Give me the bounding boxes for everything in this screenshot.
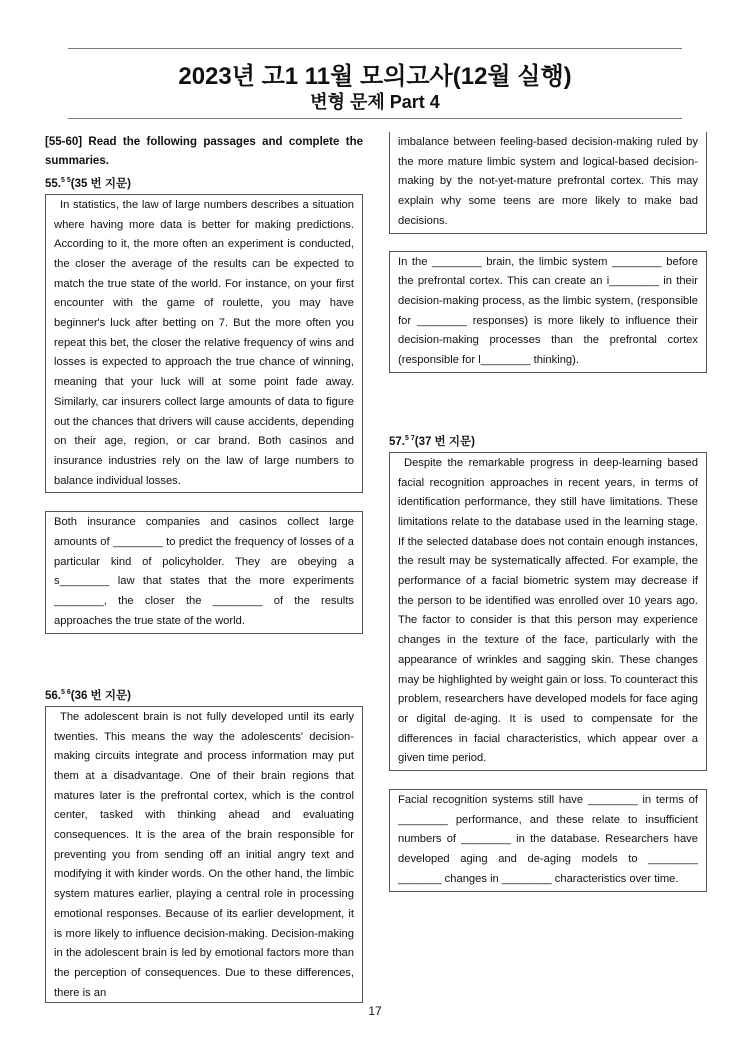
q56-sup: 5 6	[61, 689, 71, 696]
q57-summary-box	[389, 789, 707, 892]
q55-summary: Both insurance companies and casinos collect large amounts of ________ to predict the frequency of losses of a particular kind of policyholder. They are obeying a s________ law that states that the more experiments ________, the closer the ________ of the results approaches the true state of the world.	[54, 516, 354, 627]
q57-summary: Facial recognition systems still have ________ in terms of ________ performance, and these relate to insufficient numbers of ________ in the database. Researchers have developed aging and de-aging models to ________ _______ changes in ________ characteristics over time.	[398, 794, 698, 885]
q57-number: 57.	[389, 435, 405, 448]
q55-summary-box	[45, 511, 363, 633]
q56-summary: In the ________ brain, the limbic system ________ before the prefrontal cortex. This can create an i________ in their decision-making process, as the limbic system, (responsible for ________ responses) is more likely to influence their decision-making processes than the prefrontal cortex (responsible for l________ thinking).	[398, 255, 698, 367]
q57-sup: 5 7	[405, 435, 415, 442]
q56-passage-part2: imbalance between feeling-based decision-making ruled by the more mature limbic system and logical-based decision-making by the not-yet-mature prefrontal cortex. This may explain why some teens are more likely to make bad decisions.	[398, 136, 698, 227]
page-number: 17	[368, 1004, 382, 1018]
q57-passage-box	[389, 452, 707, 771]
instructions: [55-60] Read the following passages and complete the summaries.	[45, 136, 363, 167]
q56-summary-box	[389, 251, 707, 373]
page-title: 2023년 고1 11월 모의고사(12월 실행)	[178, 63, 572, 90]
q55-number: 55.	[45, 177, 61, 190]
q57-source: (37 번 지문)	[414, 435, 475, 448]
right-column	[389, 132, 707, 373]
q57-heading	[389, 429, 707, 452]
q55-source: (35 번 지문)	[70, 177, 131, 190]
q55-heading	[45, 171, 363, 194]
left-column	[45, 133, 363, 634]
q56-number: 56.	[45, 689, 61, 702]
q56-heading	[45, 683, 363, 706]
q57-passage: Despite the remarkable progress in deep-learning based facial recognition approaches in recent years, in terms of identification performance, they still have limitations. These limitations relate to the database used in the learning stage. If the selected database does not contain enough instances, the result may be systematically affected. For example, the performance of a facial biometric system may decrease if the person to be identified was enrolled over 10 years ago. The factor to consider is that this person may experience changes in the texture of the face, particularly with the appearance of wrinkles and sagging skin. These changes may be highlighted by weight gain or loss. To counteract this problem, researchers have developed models for face aging or digital de-aging. It is used to compensate for the differences in facial characteristics, which appear over a given time period.	[398, 456, 698, 765]
q56-passage-part1: The adolescent brain is not fully developed until its early twenties. This means the way the adolescents' decision-making circuits integrate and process information may put them at a disadvantage. One of their brain regions that matures later is the prefrontal cortex, which is the control center, tasked with thinking ahead and evaluating consequences. It is the area of the brain responsible for preventing you from sending off an initial angry text and modifying it with kinder words. On the other hand, the limbic system matures earlier, playing a central role in processing emotional responses. Because of its earlier development, it is more likely to influence decision-making. Decision-making in the adolescent brain is led by emotional factors more than the perception of consequences. Due to these differences, there is an	[54, 710, 354, 999]
q55-passage: In statistics, the law of large numbers describes a situation where having more data is better for making predictions. According to it, the more often an experiment is conducted, the closer the average of the results can be expected to match the true state of the world. For instance, on your first encounter with the game of roulette, you may have beginner's luck after betting on 7. But the more often you repeat this bet, the closer the relative frequency of wins and losses is expected to approach the true chance of winning, meaning that your luck will at some point fade away. Similarly, car insurers collect large amounts of data to figure out the chances that drivers will cause accidents, depending on their age, region, or car brand. Both casinos and insurance industries rely on the law of large numbers to balance individual losses.	[54, 198, 354, 487]
top-rule	[68, 48, 682, 49]
title-rule	[68, 118, 682, 119]
q56-left	[45, 683, 363, 1003]
q55-sup: 5 5	[61, 177, 71, 184]
q56-source: (36 번 지문)	[70, 689, 131, 702]
q55-passage-box	[45, 194, 363, 494]
page-subtitle: 변형 문제 Part 4	[310, 92, 440, 112]
q56-passage-box-2	[389, 132, 707, 234]
q56-passage-box-1	[45, 706, 363, 1003]
q57-right	[389, 429, 707, 892]
